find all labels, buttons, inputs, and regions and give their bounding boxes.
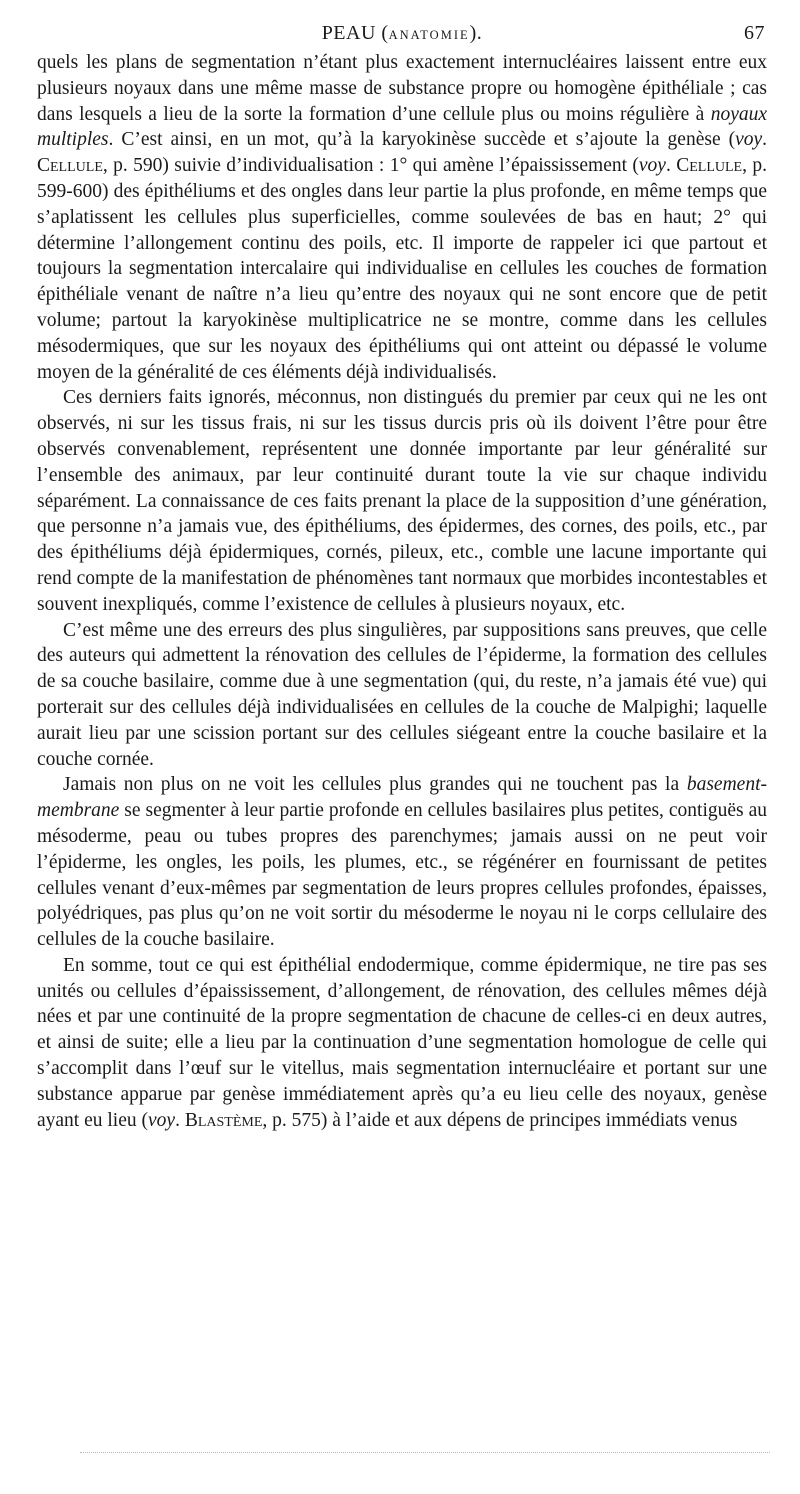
cross-reference: Cellule (37, 155, 103, 177)
page-number: 67 (744, 22, 765, 44)
paragraph-2: Ces derniers faits ignorés, méconnus, non distingués du premier par ceux qui ne les ont observés, ni sur les tissus frais, ni sur les tissus durcis pris où ils doivent l’être pour être observés convenablement, représentent une donnée importante par leur généralité sur l’ensemble des animaux, par leur continuité durant toute la vie sur chaque individu séparément. La connaissance de ces faits prenant la place de la supposition d’une génération, que personne n’a jamais vue, des épithéliums, des épidermes, des cornes, des poils, etc., par des épithéliums déjà épidermiques, cornés, pileux, etc., comble une lacune importante qui rend compte de la manifestation de phénomènes tant normaux que morbides incontestables et souvent inexpliqués, comme l’existence de cellules à plusieurs noyaux, etc. (37, 387, 767, 615)
paragraph-5: En somme, tout ce qui est épithélial endodermique, comme épidermique, ne tire pas ses unités ou cellules d’épaississement, d’allongement, de rénovation, des cellules mêmes déjà nées et par une continuité de la propre segmentation de chacune de celles-ci en deux autres, et ainsi de suite; elle a lieu par la continuation d’une segmentation homologue de celle qui s’accomplit dans l’œuf sur le vitellus, mais segmentation internucléaire et portant sur une substance apparue par genèse immédiatement après qu’a eu lieu celle des noyaux, genèse ayant eu lieu (voy. Blastème, p. 575) à l’aide et aux dépens de principes immédiats venus (37, 954, 767, 1131)
paragraph-1: quels les plans de segmentation n’étant plus exactement internucléaires laissent entre eux plusieurs noyaux dans une même masse de substance propre ou homogène épithéliale ; cas dans lesquels a lieu de la sorte la formation d’une cellule plus ou moins régulière à noyaux multiples. C’est ainsi, en un mot, qu’à la karyokinèse succède et s’ajoute la genèse (voy. Cellule, p. 590) suivie d’individualisation : 1° qui amène l’épaississement (voy. Cellule, p. 599-600) des épithéliums et des ongles dans leur partie la plus profonde, en même temps que s’aplatissent les cellules plus superficielles, comme soulevées de bas en haut; 2° qui détermine l’allongement continu des poils, etc. Il importe de rappeler ici que partout et toujours la segmentation intercalaire qui individualise en cellules les couches de formation épithéliale venant de naître n’a lieu qu’entre des noyaux qui ne sont encore que de petit volume; partout la karyokinèse multiplicatrice ne se montre, comme dans les cellules mésodermiques, que sur les noyaux des épithéliums qui ont atteint ou dépassé le volume moyen de la généralité de ces éléments déjà individualisés. (37, 52, 768, 383)
body-text (37, 50, 767, 1133)
book-page (37, 22, 767, 1133)
paragraph-3: C’est même une des erreurs des plus singulières, par suppositions sans preuves, que celle des auteurs qui admettent la rénovation des cellules de l’épiderme, la formation des cellules de sa couche basilaire, comme due à une segmentation (qui, du reste, n’a jamais été vue) qui porterait sur des cellules déjà individualisées en cellules de la couche de Malpighi; laquelle aurait lieu par une scission portant sur des cellules siégeant entre la couche basilaire et la couche cornée. (37, 619, 767, 770)
paragraph-4: Jamais non plus on ne voit les cellules plus grandes qui ne touchent pas la basement-membrane se segmenter à leur partie profonde en cellules basilaires plus petites, contiguës au mésoderme, peau ou tubes propres des parenchymes; jamais aussi on ne peut voir l’épiderme, les ongles, les poils, les plumes, etc., se régénérer en fournissant de petites cellules venant d’eux-mêmes par segmentation de leurs propres cellules profondes, épaisses, polyédriques, pas plus qu’on ne voit sortir du mésoderme le noyau ni le corps cellulaire des cellules de la couche basilaire. (37, 774, 767, 951)
running-title: PEAU (ANATOMIE). (321, 22, 483, 44)
page-bottom-rule (80, 1452, 770, 1455)
cross-reference: Blastème (184, 1109, 263, 1131)
running-header (37, 22, 767, 50)
cross-reference: Cellule (676, 155, 743, 177)
